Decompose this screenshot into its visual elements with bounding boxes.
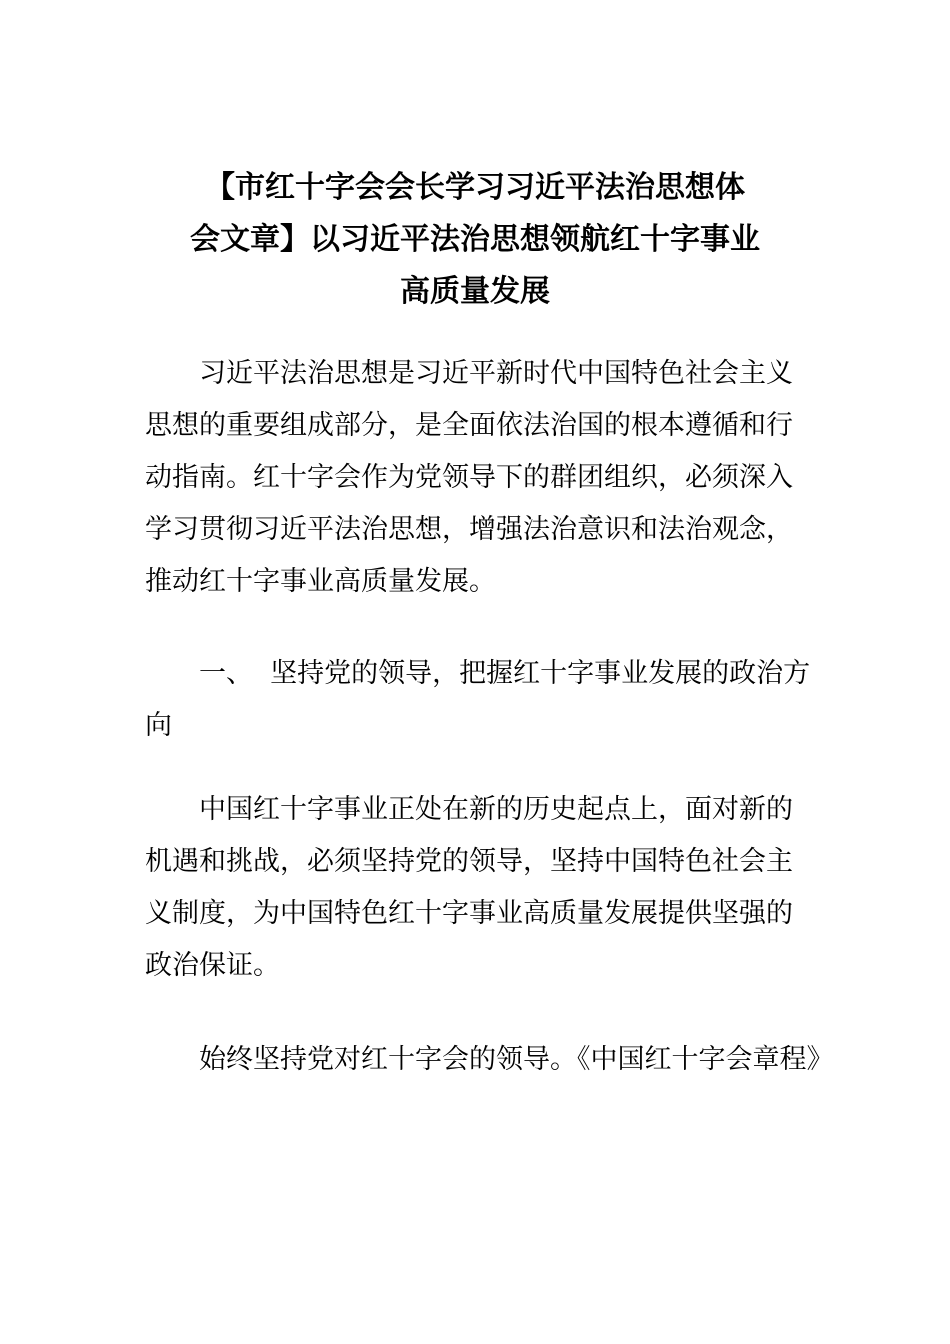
intro-paragraph [145, 348, 825, 608]
paragraph-line: 义制度，为中国特色红十字事业高质量发展提供坚强的 [145, 898, 793, 929]
paragraph-line: 向 [145, 710, 172, 741]
title-line: 【市红十字会会长学习习近平法治思想体 [205, 170, 745, 205]
paragraph-line: 推动红十字事业高质量发展。 [145, 566, 496, 597]
body-paragraph [145, 784, 825, 992]
title-line: 会文章】以习近平法治思想领航红十字事业 [190, 222, 760, 257]
paragraph-line: 动指南。红十字会作为党领导下的群团组织，必须深入 [145, 462, 793, 493]
paragraph-line: 政治保证。 [145, 950, 280, 981]
paragraph-line: 学习贯彻习近平法治思想，增强法治意识和法治观念， [145, 514, 793, 545]
paragraph-line: 习近平法治思想是习近平新时代中国特色社会主义 [199, 358, 793, 389]
paragraph-line: 一、 坚持党的领导，把握红十字事业发展的政治方 [199, 658, 811, 689]
paragraph-line: 中国红十字事业正处在新的历史起点上，面对新的 [199, 794, 793, 825]
document-title [130, 162, 820, 318]
title-line: 高质量发展 [400, 274, 550, 309]
section-heading [145, 648, 825, 752]
paragraph-line: 思想的重要组成部分，是全面依法治国的根本遵循和行 [145, 410, 793, 441]
body-paragraph [145, 1034, 834, 1086]
paragraph-line: 始终坚持党对红十字会的领导。《中国红十字会章程》 [199, 1044, 834, 1075]
paragraph-line: 机遇和挑战，必须坚持党的领导，坚持中国特色社会主 [145, 846, 793, 877]
